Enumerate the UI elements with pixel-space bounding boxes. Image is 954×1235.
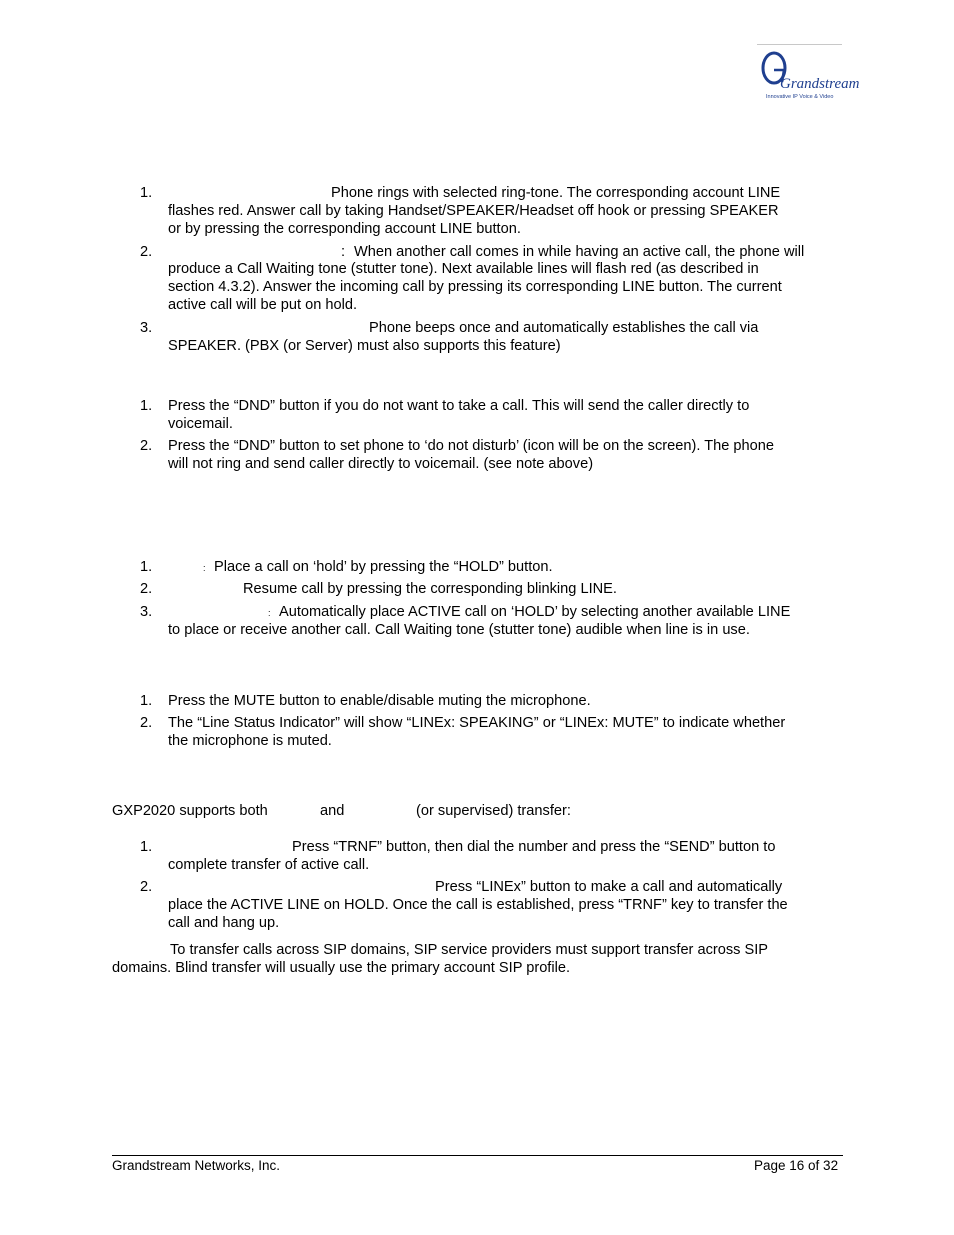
logo-text: Grandstream	[780, 76, 860, 92]
list-colon: :	[203, 563, 206, 573]
list-text: complete transfer of active call.	[168, 857, 370, 873]
list-number: 1.	[140, 559, 153, 575]
list-number: 1.	[140, 185, 153, 201]
list-text: Resume call by pressing the corresponding blinking LINE.	[243, 581, 617, 597]
list-number: 3.	[140, 604, 153, 620]
list-text: produce a Call Waiting tone (stutter tone). Next available lines will flash red (as described in	[168, 261, 759, 277]
list-text: Press the “DND” button to set phone to ‘do not disturb’ (icon will be on the screen). The phone	[168, 438, 774, 454]
list-text: to place or receive another call. Call Waiting tone (stutter tone) audible when line is in use.	[168, 622, 750, 638]
list-number: 2.	[140, 715, 153, 731]
note-text: domains. Blind transfer will usually use the primary account SIP profile.	[112, 960, 571, 976]
list-text: Place a call on ‘hold’ by pressing the “HOLD” button.	[214, 559, 553, 575]
logo-tagline: Innovative IP Voice & Video	[766, 94, 834, 100]
list-text: SPEAKER. (PBX (or Server) must also supports this feature)	[168, 338, 561, 354]
list-text: Press “TRNF” button, then dial the number and press the “SEND” button to	[292, 839, 776, 855]
footer-page-number: Page 16 of 32	[754, 1158, 839, 1173]
transfer-intro-b: and	[320, 803, 345, 819]
list-number: 1.	[140, 398, 153, 414]
list-number: 2.	[140, 581, 153, 597]
transfer-intro-c: (or supervised) transfer:	[416, 803, 571, 819]
list-text: Phone rings with selected ring-tone. The corresponding account LINE	[331, 185, 781, 201]
list-text: voicemail.	[168, 416, 233, 432]
footer-rule	[112, 1155, 843, 1156]
list-text: active call will be put on hold.	[168, 297, 358, 313]
list-text: The “Line Status Indicator” will show “LINEx: SPEAKING” or “LINEx: MUTE” to indicate whether	[168, 715, 786, 731]
list-text: Automatically place ACTIVE call on ‘HOLD’ by selecting another available LINE	[279, 604, 791, 620]
list-text: Press the “DND” button if you do not want to take a call. This will send the caller directly to	[168, 398, 750, 414]
list-text: will not ring and send caller directly to voicemail. (see note above)	[168, 456, 594, 472]
list-text: or by pressing the corresponding account LINE button.	[168, 221, 521, 237]
list-colon: :	[341, 244, 346, 260]
list-text: the microphone is muted.	[168, 733, 332, 749]
list-text: Press “LINEx” button to make a call and automatically	[435, 879, 783, 895]
note-text: To transfer calls across SIP domains, SIP service providers must support transfer across SIP	[170, 942, 769, 958]
list-number: 3.	[140, 320, 153, 336]
footer-company: Grandstream Networks, Inc.	[112, 1158, 281, 1173]
list-text: call and hang up.	[168, 915, 280, 931]
list-text: flashes red. Answer call by taking Handset/SPEAKER/Headset off hook or pressing SPEAKER	[168, 203, 779, 219]
list-number: 2.	[140, 438, 153, 454]
grandstream-logo	[760, 48, 860, 100]
list-colon: :	[268, 608, 271, 618]
transfer-intro-a: GXP2020 supports both	[112, 803, 268, 819]
list-number: 1.	[140, 693, 153, 709]
list-number: 1.	[140, 839, 153, 855]
list-number: 2.	[140, 244, 153, 260]
list-text: section 4.3.2). Answer the incoming call by pressing its corresponding LINE button. The current	[168, 279, 782, 295]
list-text: When another call comes in while having an active call, the phone will	[354, 244, 805, 260]
list-number: 2.	[140, 879, 153, 895]
header-rule	[757, 44, 842, 45]
list-text: Press the MUTE button to enable/disable muting the microphone.	[168, 693, 591, 709]
list-text: Phone beeps once and automatically establishes the call via	[369, 320, 759, 336]
list-text: place the ACTIVE LINE on HOLD. Once the call is established, press “TRNF” key to transfer the	[168, 897, 788, 913]
